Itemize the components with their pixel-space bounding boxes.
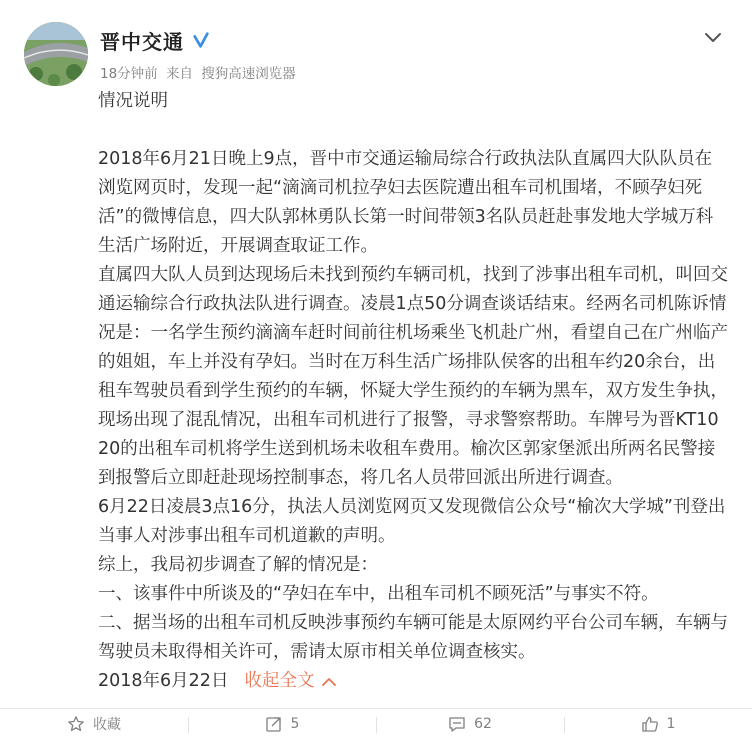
post-paragraph: 一、该事件中所谈及的“孕妇在车中，出租车司机不顾死活”与事实不符。 — [98, 584, 659, 604]
collapse-label: 收起全文 — [244, 671, 315, 691]
star-icon — [67, 715, 85, 733]
post-paragraph: 2018年6月21日晚上9点，晋中市交通运输局综合行政执法队直属四大队队员在浏览网页时，发现一起“滴滴司机拉孕妇去医院遭出租车司机围堵，不顾孕妇死活”的微博信息，四大队郭林勇队长第一时间带领3名队员赶赴事发地大学城万科生活广场附近，开展调查取证工作。 — [98, 149, 714, 256]
chevron-down-icon[interactable] — [702, 26, 724, 48]
via-prefix: 来自 — [165, 66, 193, 82]
avatar[interactable] — [24, 22, 88, 86]
collapse-button[interactable] — [244, 667, 336, 696]
post-paragraph: 6月22日凌晨3点16分，执法人员浏览网页又发现微信公众号“榆次大学城”刊登出当事人对涉事出租车司机道歉的声明。 — [98, 497, 726, 546]
post-header — [24, 20, 734, 90]
post-time[interactable]: 18分钟前 — [100, 66, 158, 82]
like-count: 1 — [666, 716, 676, 732]
post-paragraph: 二、据当场的出租车司机反映涉事预约车辆可能是太原网约平台公司车辆，车辆与驾驶员未取得相关许可，需请太原市相关单位调查核实。 — [98, 613, 728, 662]
post-meta — [100, 62, 300, 82]
post-footer-line — [98, 667, 728, 696]
post-paragraph: 直属四大队人员到达现场后未找到预约车辆司机，找到了涉事出租车司机，叫回交通运输综合行政执法队进行调查。凌晨1点50分调查谈话结束。经两名司机陈诉情况是：一名学生预约滴滴车赶时间前往机场乘坐飞机赴广州，看望自己在广州临产的姐姐，车上并没有孕妇。当时在万科生活广场排队侯客的出租车约20余台，出租车驾驶员看到学生预约的车辆，怀疑大学生预约的车辆为黑车，双方发生争执，现场出现了混乱情况，出租车司机进行了报警，寻求警察帮助。车牌号为晋KT1020的出租车司机将学生送到机场未收租车费用。榆次区郭家堡派出所两名民警接到报警后立即赶赴现场控制事态，将几名人员带回派出所进行调查。 — [98, 265, 728, 488]
comment-count: 62 — [474, 716, 492, 732]
action-bar — [0, 709, 752, 739]
post-date: 2018年6月22日 — [98, 671, 229, 691]
comment-icon — [448, 715, 466, 733]
author-row — [100, 26, 210, 54]
favorite-button[interactable] — [0, 709, 188, 739]
repost-button[interactable] — [188, 709, 376, 739]
verified-badge-icon — [192, 31, 210, 49]
post-content — [98, 87, 728, 696]
repost-icon — [265, 715, 283, 733]
thumbs-up-icon — [641, 715, 659, 733]
author-name[interactable]: 晋中交通 — [100, 29, 184, 54]
favorite-label: 收藏 — [93, 717, 121, 733]
like-button[interactable] — [564, 709, 752, 739]
post-heading: 情况说明 — [98, 91, 168, 111]
repost-count: 5 — [290, 716, 300, 732]
post-source[interactable]: 搜狗高速浏览器 — [201, 66, 296, 82]
chevron-up-icon — [322, 677, 336, 687]
post-paragraph: 综上，我局初步调查了解的情况是： — [98, 555, 378, 575]
comment-button[interactable] — [376, 709, 564, 739]
